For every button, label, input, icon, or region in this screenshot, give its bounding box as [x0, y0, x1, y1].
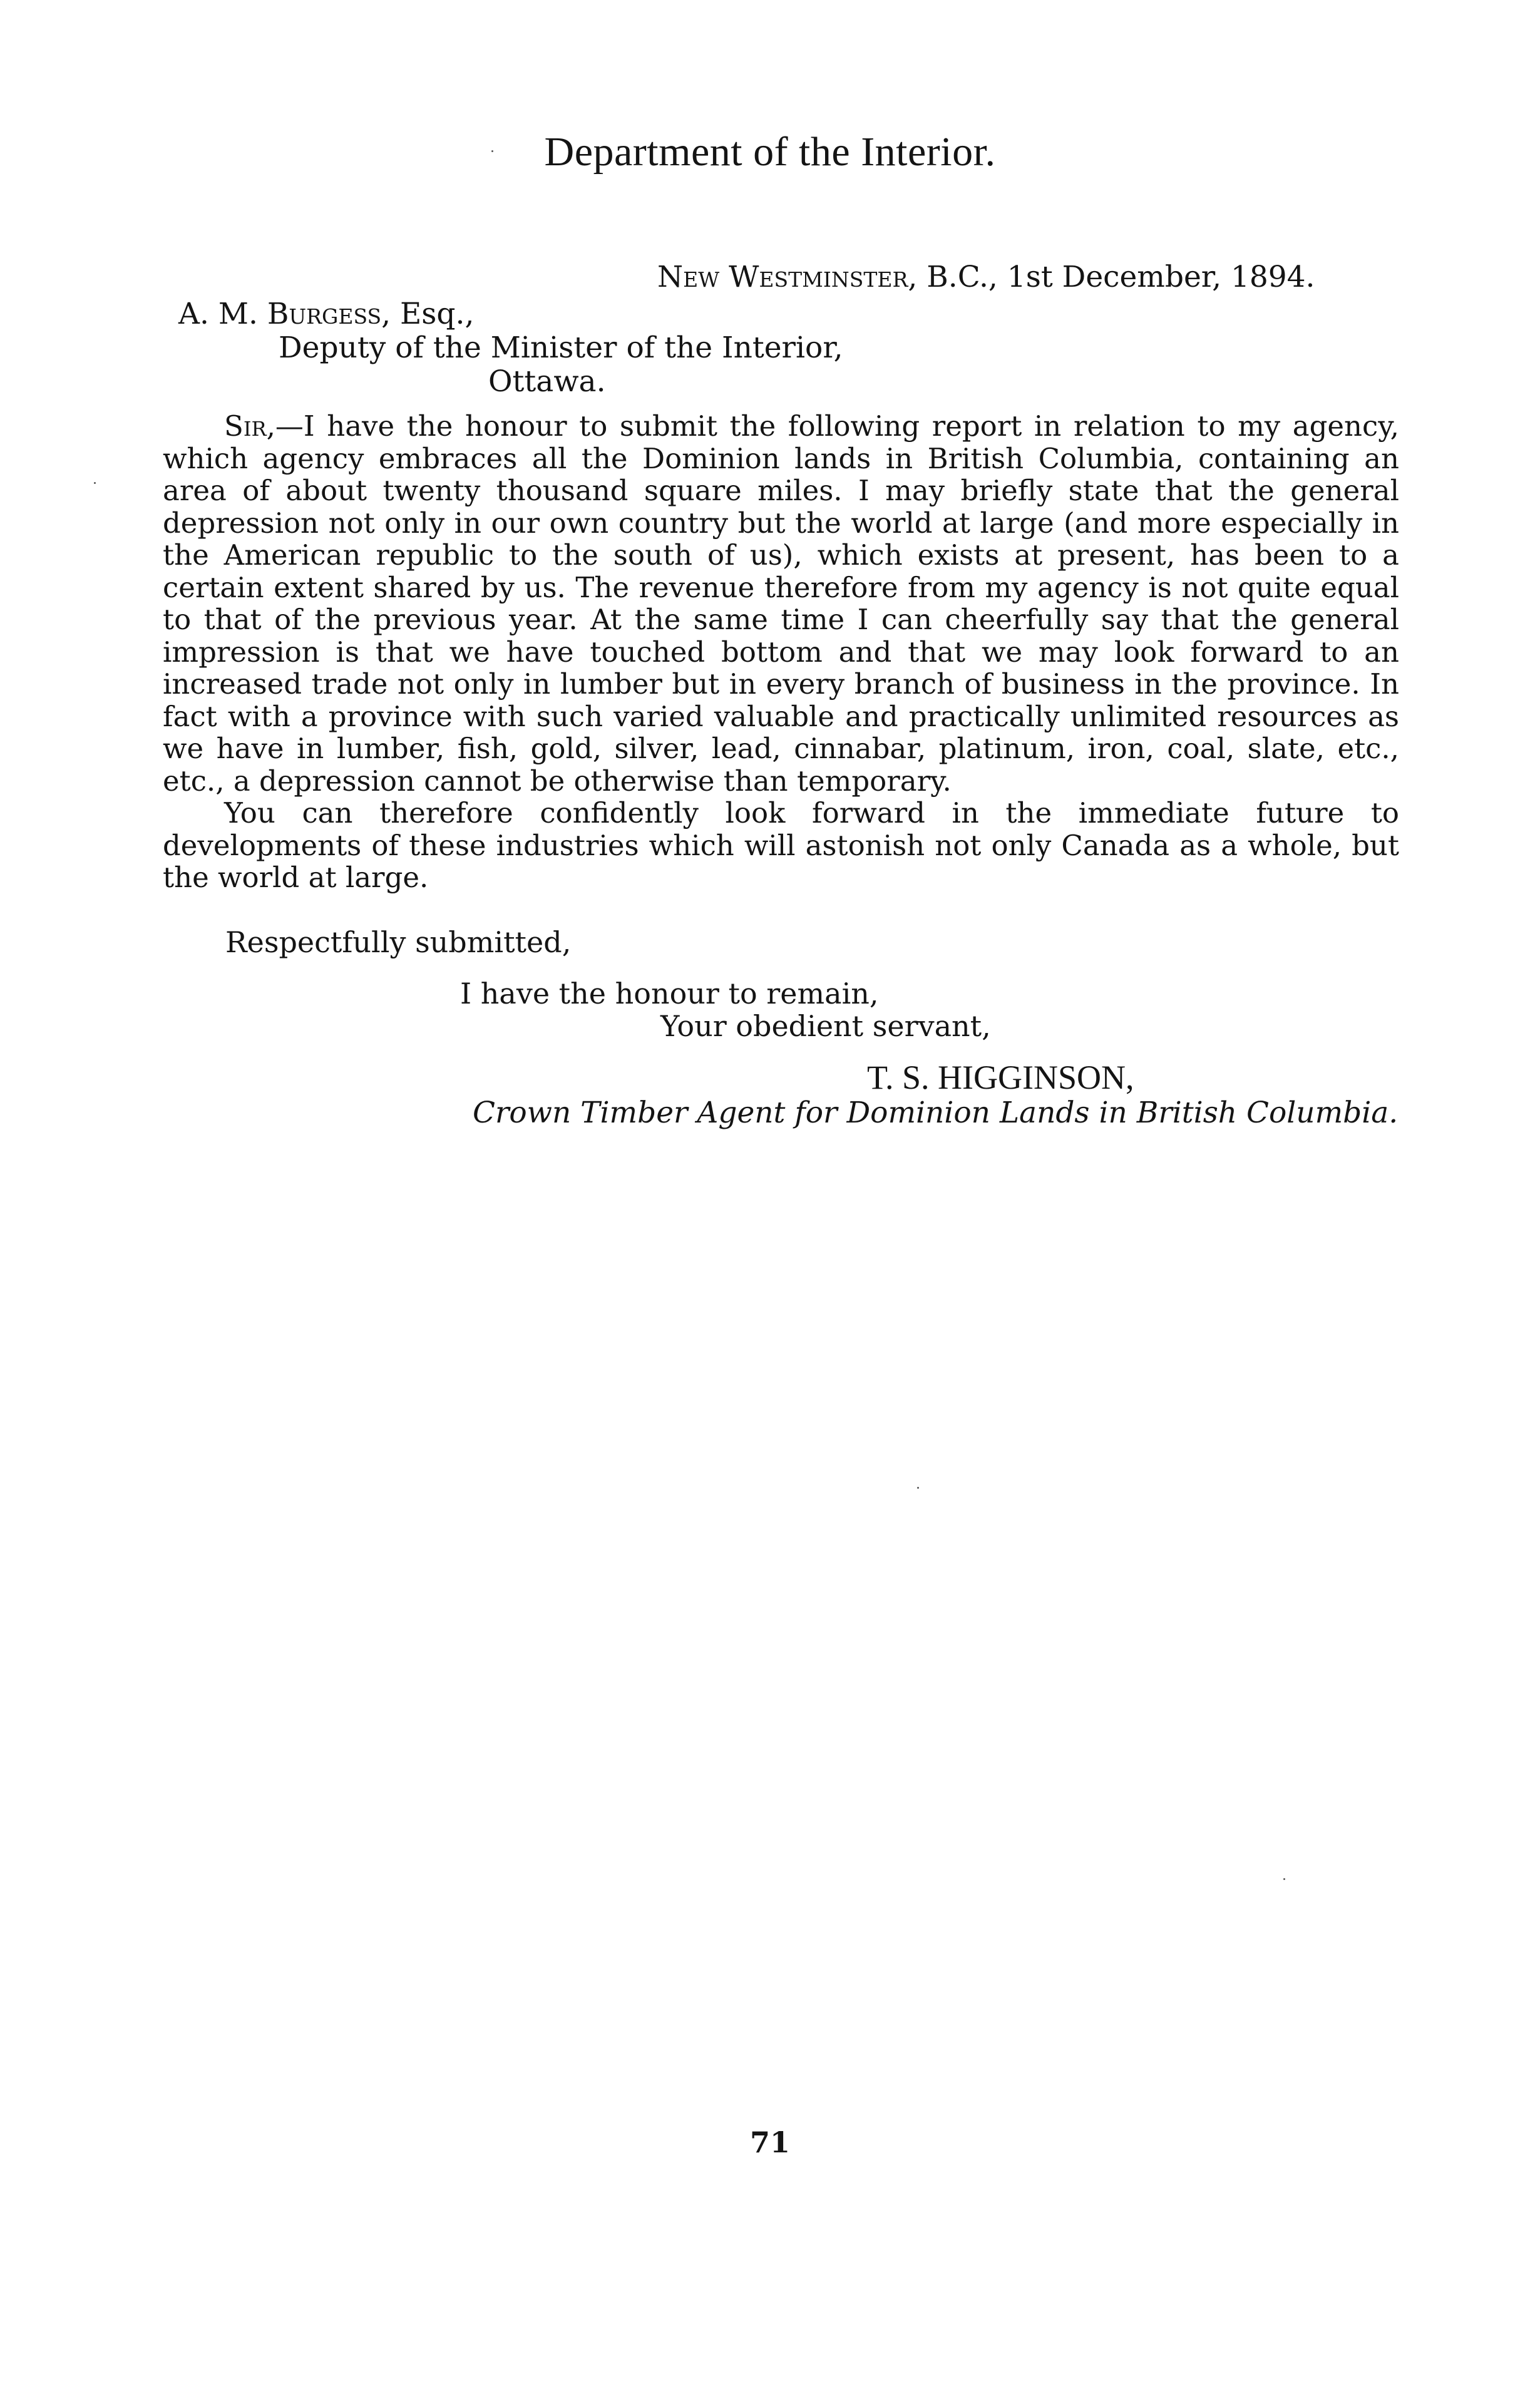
- addressee-initials: A. M.: [178, 297, 267, 331]
- signature-name: T. S. HIGGINSON,: [867, 1059, 1134, 1096]
- letter-body: [163, 410, 1399, 894]
- addressee-surname: Burgess: [267, 297, 382, 331]
- addressee-position: Deputy of the Minister of the Interior,: [279, 331, 843, 365]
- addressee-city: Ottawa.: [488, 364, 606, 399]
- page-number: 71: [749, 2125, 790, 2159]
- signature-title: Crown Timber Agent for Dominion Lands in British Columbia.: [473, 1096, 1399, 1130]
- closing-respectfully: Respectfully submitted,: [225, 925, 572, 959]
- closing-remain: I have the honour to remain,: [460, 977, 879, 1010]
- addressee-block: [178, 297, 843, 399]
- addressee-suffix: , Esq.,: [381, 297, 475, 331]
- scan-speck: [94, 482, 96, 484]
- closing-servant: Your obedient servant,: [660, 1009, 991, 1043]
- dateline: [657, 260, 1315, 294]
- dateline-place: New Westminster: [657, 260, 908, 294]
- letter-paragraph-1: [163, 410, 1399, 797]
- scan-speck: [1283, 1878, 1285, 1880]
- scan-speck: [917, 1487, 919, 1489]
- paragraph-1-text: ,—I have the honour to submit the following report in relation to my agency, which agency embraces all the Dominion lands in British Columbia, containing an area of about twenty thousand square miles. I may briefly state that the general depression not only in our own country but the world at large (and more especially in the American republic to the south of us), which exists at present, has been to a certain extent shared by us. The revenue therefore from my agency is not quite equal to that of the previous year. At the same time I can cheerfully say that the general impression is that we have touched bottom and that we may look forward to an increased trade not only in lumber but in every branch of business in the province. In fact with a province with such varied valuable and practically unlimited resources as we have in lumber, fish, gold, silver, lead, cinnabar, platinum, iron, coal, slate, etc., etc., a depression cannot be otherwise than temporary.: [163, 409, 1399, 798]
- scan-speck: [491, 150, 493, 152]
- addressee-name-line: [178, 297, 843, 331]
- salutation: Sir: [224, 409, 267, 443]
- letter-paragraph-2: You can therefore confidently look forward in the immediate future to developments of these industries which will astonish not only Canada as a whole, but the world at large.: [163, 796, 1399, 894]
- dateline-rest: , B.C., 1st December, 1894.: [908, 260, 1315, 294]
- page-title: Department of the Interior.: [544, 129, 996, 175]
